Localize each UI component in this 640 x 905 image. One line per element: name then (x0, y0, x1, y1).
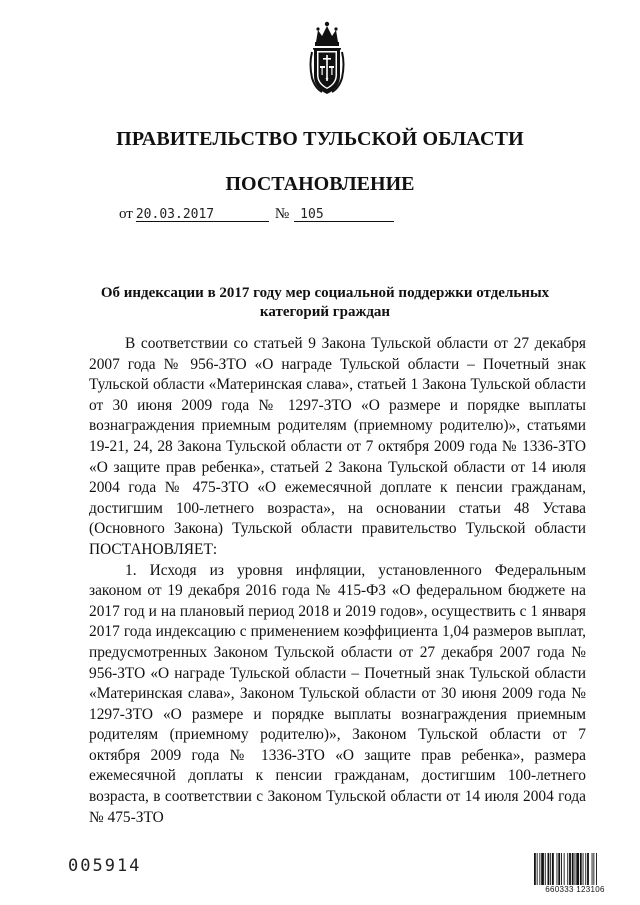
paragraph-preamble: В соответствии со статьей 9 Закона Тульской области от 27 декабря 2007 года № 956-ЗТО «О награде Тульской области – Почетный знак Тульской области «Материнская слава», статьей 1 Закона Тульской области от 30 июня 2009 года № 1297-ЗТО «О размере и порядке выплаты вознаграждения приемным родителям (приемному родителю)», статьями 19-21, 24, 28 Закона Тульской области от 7 октября 2009 года № 1336-ЗТО «О защите прав ребенка», статьей 2 Закона Тульской области от 14 июля 2004 года № 475-ЗТО «О ежемесячной доплате к пенсии гражданам, достигшим 100-летнего возраста», на основании статьи 48 Устава (Основного Закона) Тульской области правительство Тульской области ПОСТАНОВЛЯЕТ: (89, 335, 586, 558)
serial-number: 005914 (68, 856, 142, 876)
document-type: ПОСТАНОВЛЕНИЕ (225, 173, 415, 195)
paragraph-item-1: 1. Исходя из уровня инфляции, установленного Федеральным законом от 19 декабря 2016 года № 415-ФЗ «О федеральном бюджете на 2017 год и на плановый период 2018 и 2019 годов», осуществить с 1 января 2017 года индексацию с применением коэффициента 1,04 размеров выплат, предусмотренных Законом Тульской области от 27 декабря 2007 года № 956-ЗТО «О награде Тульской области – Почетный знак Тульской области «Материнская слава», Законом Тульской области от 30 июня 2009 года № 1297-ЗТО «О размере и порядке выплаты вознаграждения приемным родителям (приемному родителю)», Законом Тульской области от 7 октября 2009 года № 1336-ЗТО «О защите прав ребенка», размера ежемесячной доплаты к пенсии гражданам, достигшим 100-летнего возраста, в соответствии с Законом Тульской области от 14 июля 2004 года № 475-ЗТО (89, 561, 586, 826)
organization-name: ПРАВИТЕЛЬСТВО ТУЛЬСКОЙ ОБЛАСТИ (116, 128, 524, 150)
number-value: 105 (300, 207, 324, 222)
tula-coat-of-arms-icon (308, 20, 346, 96)
number-field (294, 206, 394, 222)
number-label: № (274, 206, 290, 222)
date-field (136, 206, 269, 222)
barcode-number: 660333 123106 (534, 885, 616, 894)
registration-line (119, 206, 394, 223)
document-title: Об индексации в 2017 году мер социальной поддержки отдельных категорий граждан (100, 285, 550, 320)
document-body (89, 334, 586, 828)
date-value: 20.03.2017 (135, 207, 215, 222)
date-label: от (119, 206, 133, 222)
